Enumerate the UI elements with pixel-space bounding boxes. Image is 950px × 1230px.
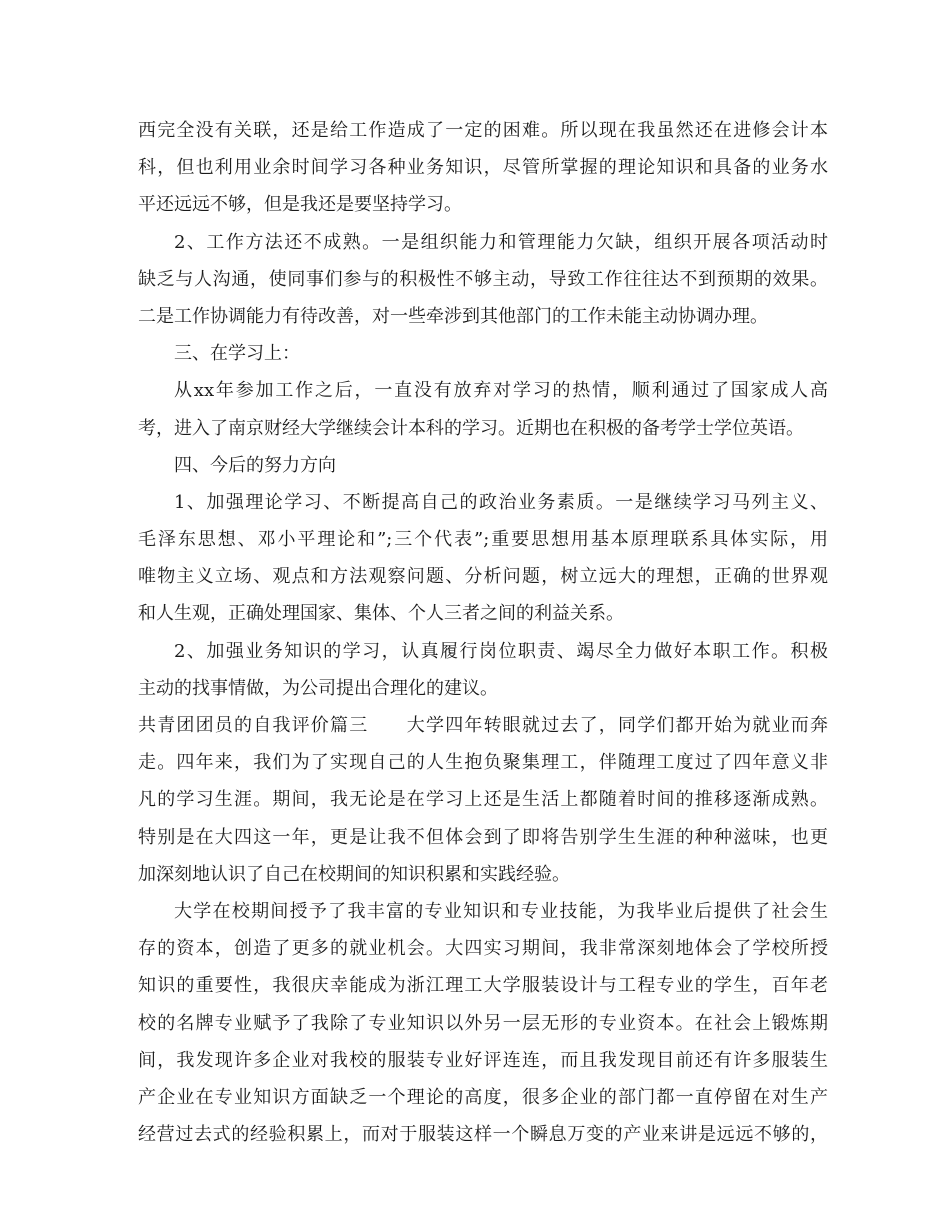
text-line: 知识的重要性，我很庆幸能成为浙江理工大学服装设计与工程专业的学生，百年老: [138, 975, 828, 997]
text-line: 科，但也利用业余时间学习各种业务知识，尽管所掌握的理论知识和具备的业务水: [138, 157, 828, 179]
text-line: 1、加强理论学习、不断提高自己的政治业务素质。一是继续学习马列主义、: [174, 491, 828, 513]
text-line: 间，我发现许多企业对我校的服装专业好评连连，而且我发现目前还有许多服装生: [138, 1049, 828, 1071]
text-line: 2、加强业务知识的学习，认真履行岗位职责、竭尽全力做好本职工作。积极: [174, 640, 828, 662]
text-line: 大学在校期间授予了我丰富的专业知识和专业技能，为我毕业后提供了社会生: [174, 900, 828, 922]
text-line: 凡的学习生涯。期间，我无论是在学习上还是生活上都随着时间的推移逐渐成熟。: [138, 789, 828, 811]
text-line: 特别是在大四这一年，更是让我不但体会到了即将告别学生生涯的种种滋味，也更: [138, 826, 828, 848]
text-line: 共青团团员的自我评价篇三 大学四年转眼就过去了，同学们都开始为就业而奔: [138, 715, 828, 736]
text-line: 2、工作方法还不成熟。一是组织能力和管理能力欠缺，组织开展各项活动时: [174, 231, 828, 253]
text-line: 西完全没有关联，还是给工作造成了一定的困难。所以现在我虽然还在进修会计本: [138, 120, 828, 141]
text-line: 缺乏与人沟通，使同事们参与的积极性不够主动，导致工作往往达不到预期的效果。: [138, 268, 828, 290]
text-line: 产企业在专业知识方面缺乏一个理论的高度，很多企业的部门都一直停留在对生产: [138, 1086, 828, 1108]
text-line: 唯物主义立场、观点和方法观察问题、分析问题，树立远大的理想，正确的世界观: [138, 566, 828, 588]
text-line: 校的名牌专业赋予了我除了专业知识以外另一层无形的专业资本。在社会上锻炼期: [138, 1012, 828, 1034]
text-line: 三、在学习上：: [174, 343, 300, 365]
text-line: 主动的找事情做，为公司提出合理化的建议。: [138, 677, 498, 699]
document-page: [138, 112, 828, 1153]
text-line: 毛泽东思想、邓小平理论和”;三个代表”;重要思想用基本原理联系具体实际，用: [138, 529, 828, 551]
text-line: 考，进入了南京财经大学继续会计本科的学习。近期也在积极的备考学士学位英语。: [138, 417, 804, 439]
text-line: 走。四年来，我们为了实现自己的人生抱负聚集理工，伴随理工度过了四年意义非: [138, 752, 828, 774]
text-line: 和人生观，正确处理国家、集体、个人三者之间的利益关系。: [138, 603, 624, 625]
text-line: 二是工作协调能力有待改善，对一些牵涉到其他部门的工作未能主动协调办理。: [138, 305, 768, 327]
text-line: 从xx年参加工作之后，一直没有放弃对学习的热情，顺利通过了国家成人高: [174, 380, 828, 402]
text-line: 加深刻地认识了自己在校期间的知识积累和实践经验。: [138, 863, 570, 885]
text-line: 经营过去式的经验积累上，而对于服装这样一个瞬息万变的产业来讲是远远不够的，: [138, 1124, 828, 1146]
text-line: 存的资本，创造了更多的就业机会。大四实习期间，我非常深刻地体会了学校所授: [138, 938, 828, 960]
text-line: 四、今后的努力方向: [174, 454, 336, 476]
text-line: 平还远远不够，但是我还是要坚持学习。: [138, 194, 462, 216]
